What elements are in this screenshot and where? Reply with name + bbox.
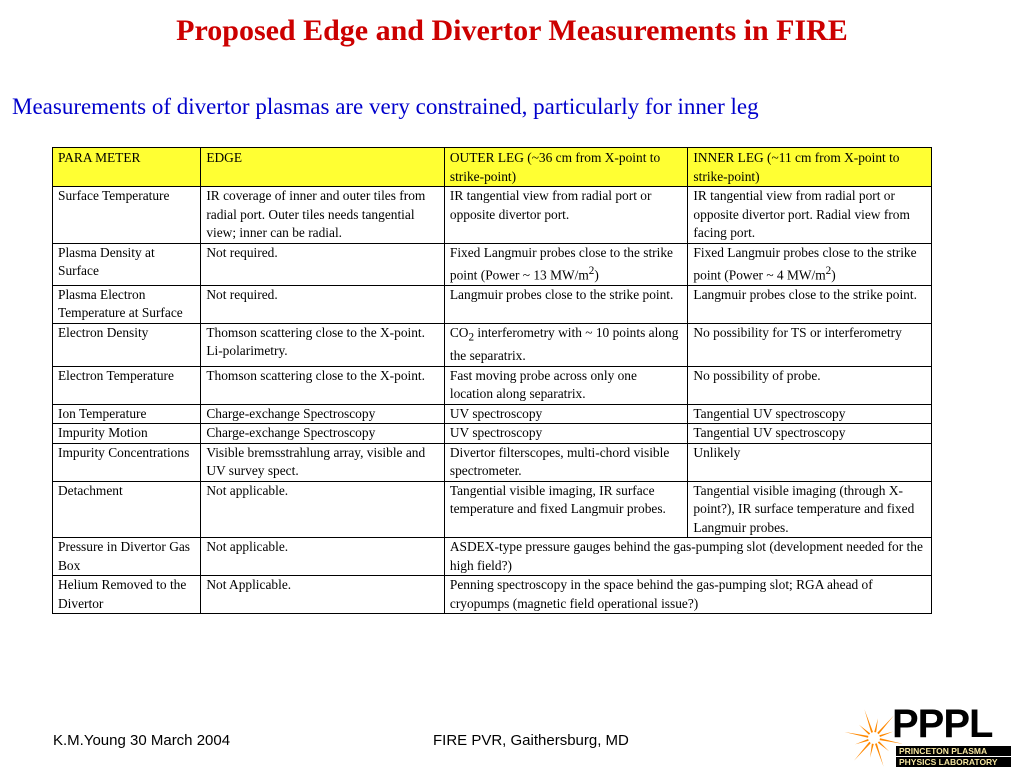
table-row (53, 285, 932, 323)
cell-edge: Not applicable. (201, 481, 445, 538)
footer-venue: FIRE PVR, Gaithersburg, MD (433, 732, 629, 749)
cell-edge: IR coverage of inner and outer tiles from radial port. Outer tiles needs tangential view; inner can be radial. (201, 187, 445, 244)
cell-parameter: Ion Temperature (53, 404, 201, 424)
header-edge: EDGE (201, 148, 445, 187)
starburst-ray (854, 742, 871, 761)
table-row (53, 404, 932, 424)
cell-outer-inner-merged: Penning spectroscopy in the space behind the gas-pumping slot; RGA ahead of cryopumps (magnetic field operational issue?) (444, 576, 931, 614)
starburst-ray (870, 744, 874, 758)
cell-edge: Thomson scattering close to the X-point. Li-polarimetry. (201, 323, 445, 366)
table-row (53, 424, 932, 444)
table-row (53, 187, 932, 244)
starburst-ray (878, 741, 889, 751)
cell-inner-leg: IR tangential view from radial port or opposite divertor port. Radial view from facing port. (688, 187, 932, 244)
cell-inner-leg: Langmuir probes close to the strike point. (688, 285, 932, 323)
cell-text: Fixed Langmuir probes close to the strike point (Power ~ 13 MW/m (449, 244, 674, 283)
logo-line-1: PRINCETON PLASMA (896, 746, 1011, 756)
starburst-ray (879, 732, 893, 737)
cell-edge: Visible bremsstrahlung array, visible and UV survey spect. (201, 443, 445, 481)
cell-outer-leg: UV spectroscopy (444, 424, 688, 444)
superscript: 2 (588, 265, 595, 277)
cell-parameter: Detachment (53, 481, 201, 538)
cell-outer-leg: Langmuir probes close to the strike point. (444, 285, 688, 323)
cell-text: CO (449, 324, 469, 340)
superscript: 2 (825, 265, 832, 277)
starburst-ray (845, 732, 869, 738)
table-row (53, 323, 932, 366)
cell-parameter: Plasma Density at Surface (53, 243, 201, 285)
starburst-ray (874, 718, 878, 732)
cell-text: ) (594, 267, 599, 283)
subscript: 2 (468, 331, 475, 344)
cell-inner-leg: No possibility for TS or interferometry (688, 323, 932, 366)
table-row (53, 243, 932, 285)
cell-parameter: Impurity Concentrations (53, 443, 201, 481)
cell-outer-leg: Divertor filterscopes, multi-chord visible spectrometer. (444, 443, 688, 481)
footer-author-date: K.M.Young 30 March 2004 (53, 732, 231, 749)
header-parameter: PARA METER (53, 148, 201, 187)
cell-text: ) (831, 267, 836, 283)
starburst-ray (859, 725, 870, 735)
cell-text: Fixed Langmuir probes close to the strike point (Power ~ 4 MW/m (693, 244, 917, 283)
cell-outer-leg: Fast moving probe across only one location along separatrix. (444, 366, 688, 404)
table-header-row (53, 148, 932, 187)
header-inner-leg: INNER LEG (~11 cm from X-point to strike-point) (688, 148, 932, 187)
cell-edge: Not required. (201, 285, 445, 323)
slide-title: Proposed Edge and Divertor Measurements in FIRE (176, 14, 848, 47)
cell-outer-leg: IR tangential view from radial port or opposite divertor port. (444, 187, 688, 244)
cell-edge: Not required. (201, 243, 445, 285)
cell-outer-leg: UV spectroscopy (444, 404, 688, 424)
cell-edge: Thomson scattering close to the X-point. (201, 366, 445, 404)
slide-subtitle: Measurements of divertor plasmas are very constrained, particularly for inner leg (12, 94, 759, 119)
starburst-ray (864, 710, 873, 733)
cell-outer-inner-merged: ASDEX-type pressure gauges behind the gas-pumping slot (development needed for the high field?) (444, 538, 931, 576)
table-row (53, 366, 932, 404)
table-row (53, 481, 932, 538)
cell-inner-leg: Tangential visible imaging (through X-point?), IR surface temperature and fixed Langmuir probes. (688, 481, 932, 538)
cell-edge: Charge-exchange Spectroscopy (201, 424, 445, 444)
cell-parameter: Impurity Motion (53, 424, 201, 444)
measurements-table (52, 147, 932, 614)
cell-outer-leg (444, 243, 688, 285)
cell-parameter: Surface Temperature (53, 187, 201, 244)
pppl-logo (840, 702, 1010, 768)
cell-parameter: Pressure in Divertor Gas Box (53, 538, 201, 576)
cell-inner-leg (688, 243, 932, 285)
table-row (53, 576, 932, 614)
cell-parameter: Electron Density (53, 323, 201, 366)
table-row (53, 538, 932, 576)
cell-inner-leg: No possibility of probe. (688, 366, 932, 404)
header-outer-leg: OUTER LEG (~36 cm from X-point to strike-point) (444, 148, 688, 187)
cell-outer-leg (444, 323, 688, 366)
logo-line-2: PHYSICS LABORATORY (896, 757, 1011, 767)
table-row (53, 443, 932, 481)
starburst-ray (875, 743, 884, 766)
starburst-ray (855, 739, 869, 744)
cell-inner-leg: Unlikely (688, 443, 932, 481)
cell-edge: Not applicable. (201, 538, 445, 576)
cell-outer-leg: Tangential visible imaging, IR surface temperature and fixed Langmuir probes. (444, 481, 688, 538)
cell-parameter: Plasma Electron Temperature at Surface (53, 285, 201, 323)
cell-inner-leg: Tangential UV spectroscopy (688, 424, 932, 444)
cell-text: interferometry with ~ 10 points along the separatrix. (449, 324, 679, 364)
cell-parameter: Helium Removed to the Divertor (53, 576, 201, 614)
cell-parameter: Electron Temperature (53, 366, 201, 404)
cell-edge: Not Applicable. (201, 576, 445, 614)
logo-wordmark: PPPL (892, 702, 993, 746)
cell-inner-leg: Tangential UV spectroscopy (688, 404, 932, 424)
cell-edge: Charge-exchange Spectroscopy (201, 404, 445, 424)
